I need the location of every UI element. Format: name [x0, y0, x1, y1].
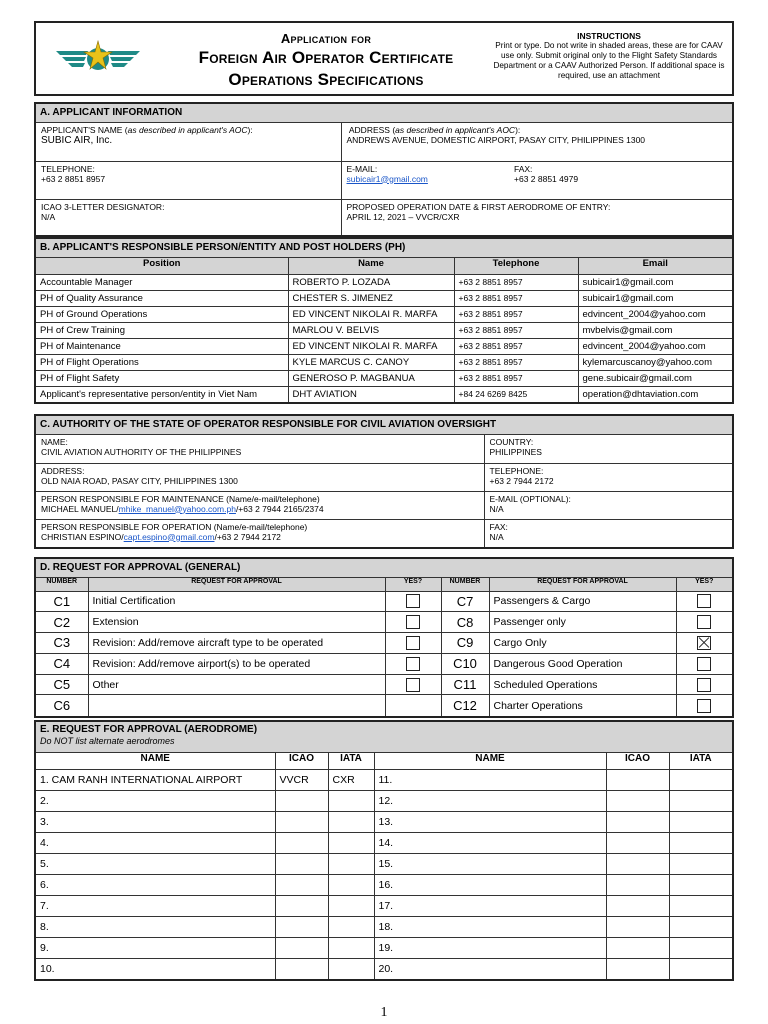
applicant-name-cell[interactable] [36, 123, 341, 161]
section-c-heading: C. AUTHORITY OF THE STATE OF OPERATOR RESPONSIBLE FOR CIVIL AVIATION OVERSIGHT [36, 416, 732, 435]
request-text: Dangerous Good Operation [489, 653, 676, 674]
authority-name-label: NAME: [41, 437, 68, 447]
request-text: Revision: Add/remove airport(s) to be operated [88, 653, 385, 674]
post-holder-email[interactable]: mvbelvis@gmail.com [578, 322, 732, 338]
aerodrome-iata[interactable] [328, 790, 374, 811]
applicant-address-value: ANDREWS AVENUE, DOMESTIC AIRPORT, PASAY CITY, PHILIPPINES 1300 [346, 135, 646, 145]
authority-email-value: N/A [489, 503, 504, 514]
aerodrome-icao[interactable] [606, 853, 669, 874]
aerodrome-row [36, 874, 732, 895]
post-holder-email[interactable]: gene.subicair@gmail.com [578, 370, 732, 386]
aerodrome-row [36, 832, 732, 853]
request-number: C10 [441, 653, 489, 674]
post-holder-position[interactable]: PH of Crew Training [36, 322, 288, 338]
applicant-name-label: APPLICANT'S NAME (as described in applicant's AOC): [41, 125, 253, 135]
post-holder-telephone[interactable]: +63 2 8851 8957 [454, 306, 578, 322]
request-yes-cell [676, 612, 732, 633]
aerodrome-icao[interactable]: VVCR [275, 769, 328, 790]
post-holder-telephone[interactable]: +63 2 8851 8957 [454, 274, 578, 290]
fax-label: FAX: [514, 163, 533, 174]
aerodrome-row [36, 769, 732, 790]
aerodrome-name[interactable]: 14. [374, 832, 606, 853]
aerodrome-iata[interactable] [328, 874, 374, 895]
checkbox-icon[interactable] [697, 594, 711, 608]
post-holder-row [36, 370, 732, 386]
aerodrome-iata[interactable] [328, 958, 374, 979]
post-holder-position[interactable]: Accountable Manager [36, 274, 288, 290]
authority-address-label: ADDRESS: [41, 465, 85, 476]
col-telephone: Telephone [454, 258, 578, 274]
icao-designator-cell[interactable] [36, 199, 341, 235]
post-holder-position[interactable]: Applicant's representative person/entity in Viet Nam [36, 386, 288, 402]
col-request-right: REQUEST FOR APPROVAL [489, 578, 676, 591]
title-line-1: Application for [280, 31, 372, 46]
col-yes-right: YES? [676, 578, 732, 591]
col-position: Position [36, 258, 288, 274]
aerodrome-icao[interactable] [606, 832, 669, 853]
request-number: C3 [36, 633, 88, 654]
telephone-value: +63 2 8851 8957 [41, 173, 106, 184]
section-b-heading: B. APPLICANT'S RESPONSIBLE PERSON/ENTITY AND POST HOLDERS (PH) [36, 239, 732, 258]
section-e-request-aerodrome [34, 720, 734, 981]
request-yes-cell [385, 695, 441, 716]
col-aero-name-left: NAME [36, 753, 275, 769]
authority-email-label: E-MAIL (OPTIONAL): [489, 493, 571, 504]
aerodrome-icao[interactable] [606, 937, 669, 958]
post-holder-position[interactable]: PH of Maintenance [36, 338, 288, 354]
col-aero-icao-left: ICAO [275, 753, 328, 769]
post-holder-name[interactable]: MARLOU V. BELVIS [288, 322, 454, 338]
authority-address-value: OLD NAIA ROAD, PASAY CITY, PHILIPPINES 1300 [41, 475, 238, 486]
aerodrome-icao[interactable] [606, 895, 669, 916]
operation-person-cell[interactable] [36, 519, 484, 547]
aerodrome-name[interactable]: 18. [374, 916, 606, 937]
aerodrome-row [36, 790, 732, 811]
aerodrome-iata[interactable] [328, 916, 374, 937]
aerodrome-name[interactable]: 4. [36, 832, 275, 853]
applicant-fax-cell[interactable] [509, 161, 732, 199]
section-d-request-general [34, 557, 734, 718]
authority-name-value: CIVIL AVIATION AUTHORITY OF THE PHILIPPINES [41, 447, 242, 457]
authority-country-label: COUNTRY: [489, 437, 534, 447]
request-row [36, 591, 732, 612]
request-text: Passenger only [489, 612, 676, 633]
request-text: Initial Certification [88, 591, 385, 612]
request-yes-cell [385, 591, 441, 612]
telephone-label: TELEPHONE: [41, 163, 95, 174]
request-number: C7 [441, 591, 489, 612]
request-text [88, 695, 385, 716]
section-e-heading: E. REQUEST FOR APPROVAL (AERODROME) [40, 724, 258, 735]
aerodrome-name[interactable]: 19. [374, 937, 606, 958]
authority-name-cell[interactable] [36, 435, 484, 463]
aerodrome-name[interactable]: 9. [36, 937, 275, 958]
col-aero-icao-right: ICAO [606, 753, 669, 769]
aerodrome-iata[interactable] [328, 853, 374, 874]
request-text: Revision: Add/remove aircraft type to be operated [88, 633, 385, 654]
aerodrome-icao[interactable] [275, 832, 328, 853]
request-general-table [36, 578, 732, 716]
form-header [34, 21, 734, 96]
request-yes-cell [676, 633, 732, 654]
operation-email-link[interactable]: capt.espino@gmail.com [123, 531, 215, 542]
post-holder-row [36, 354, 732, 370]
authority-fax-label: FAX: [489, 521, 508, 532]
post-holder-telephone[interactable]: +63 2 8851 8957 [454, 290, 578, 306]
checkbox-icon[interactable] [697, 615, 711, 629]
caav-wings-logo-icon [52, 37, 144, 79]
icao-designator-value: N/A [41, 211, 56, 222]
request-text: Extension [88, 612, 385, 633]
request-yes-cell [385, 633, 441, 654]
aerodrome-name[interactable]: 5. [36, 853, 275, 874]
title-line-3: Operations Specifications [228, 70, 424, 89]
proposed-operation-cell[interactable] [341, 199, 732, 235]
aerodrome-icao[interactable] [275, 874, 328, 895]
aerodrome-name[interactable]: 10. [36, 958, 275, 979]
request-row [36, 695, 732, 716]
title-line-2: Foreign Air Operator Certificate [198, 48, 454, 67]
aerodrome-name[interactable]: 2. [36, 790, 275, 811]
aerodrome-row [36, 937, 732, 958]
aerodrome-icao[interactable] [275, 853, 328, 874]
request-text: Charter Operations [489, 695, 676, 716]
col-name: Name [288, 258, 454, 274]
post-holder-email[interactable]: edvincent_2004@yahoo.com [578, 338, 732, 354]
request-number: C11 [441, 674, 489, 695]
post-holder-email[interactable]: edvincent_2004@yahoo.com [578, 306, 732, 322]
request-number: C4 [36, 653, 88, 674]
aerodrome-iata[interactable] [328, 832, 374, 853]
post-holder-row [36, 386, 732, 402]
aerodrome-icao[interactable] [275, 958, 328, 979]
aerodrome-icao[interactable] [606, 811, 669, 832]
aerodrome-iata[interactable] [669, 874, 732, 895]
post-holder-name[interactable]: DHT AVIATION [288, 386, 454, 402]
aerodrome-iata[interactable] [669, 832, 732, 853]
request-number: C1 [36, 591, 88, 612]
maintenance-person-value: MICHAEL MANUEL/mhike_manuel@yahoo.com.ph/+63 2 7944 2165/2374 [41, 503, 324, 514]
section-e-subheading: Do NOT list alternate aerodromes [40, 736, 175, 746]
checkbox-icon[interactable] [406, 594, 420, 608]
post-holder-name[interactable]: KYLE MARCUS C. CANOY [288, 354, 454, 370]
authority-country-value: PHILIPPINES [489, 447, 542, 457]
request-number: C8 [441, 612, 489, 633]
checkbox-icon[interactable] [697, 699, 711, 713]
aerodrome-name[interactable]: 20. [374, 958, 606, 979]
post-holder-position[interactable]: PH of Flight Safety [36, 370, 288, 386]
aerodrome-table [36, 753, 732, 979]
aerodrome-name[interactable]: 7. [36, 895, 275, 916]
col-aero-name-right: NAME [374, 753, 606, 769]
section-a-applicant-info [34, 102, 734, 237]
aerodrome-row [36, 916, 732, 937]
col-request-left: REQUEST FOR APPROVAL [88, 578, 385, 591]
maintenance-person-cell[interactable] [36, 491, 484, 519]
request-row [36, 653, 732, 674]
aerodrome-name[interactable]: 16. [374, 874, 606, 895]
request-number: C9 [441, 633, 489, 654]
aerodrome-name[interactable]: 6. [36, 874, 275, 895]
aerodrome-icao[interactable] [275, 937, 328, 958]
col-number-left: NUMBER [36, 578, 88, 591]
aerodrome-icao[interactable] [275, 811, 328, 832]
aerodrome-row [36, 895, 732, 916]
post-holder-position[interactable]: PH of Flight Operations [36, 354, 288, 370]
post-holder-name[interactable]: ED VINCENT NIKOLAI R. MARFA [288, 306, 454, 322]
aerodrome-name[interactable]: 8. [36, 916, 275, 937]
request-text: Passengers & Cargo [489, 591, 676, 612]
section-d-heading: D. REQUEST FOR APPROVAL (GENERAL) [36, 559, 732, 578]
post-holder-telephone[interactable]: +84 24 6269 8425 [454, 386, 578, 402]
post-holder-name[interactable]: GENEROSO P. MAGBANUA [288, 370, 454, 386]
aerodrome-row [36, 811, 732, 832]
request-number: C6 [36, 695, 88, 716]
post-holder-email[interactable]: subicair1@gmail.com [578, 290, 732, 306]
applicant-email-cell[interactable] [341, 161, 509, 199]
request-number: C12 [441, 695, 489, 716]
post-holder-email[interactable]: kylemarcuscanoy@yahoo.com [578, 354, 732, 370]
checkbox-icon[interactable] [697, 657, 711, 671]
email-link[interactable]: subicair1@gmail.com [346, 173, 428, 184]
maintenance-email-link[interactable]: mhike_manuel@yahoo.com.ph [118, 503, 236, 514]
aerodrome-iata[interactable] [669, 769, 732, 790]
section-c-authority [34, 414, 734, 549]
authority-fax-cell[interactable] [484, 519, 732, 547]
post-holder-name[interactable]: CHESTER S. JIMENEZ [288, 290, 454, 306]
request-yes-cell [385, 612, 441, 633]
request-row [36, 612, 732, 633]
authority-address-cell[interactable] [36, 463, 484, 491]
applicant-telephone-cell[interactable] [36, 161, 341, 199]
post-holders-table [36, 258, 732, 402]
icao-designator-label: ICAO 3-LETTER DESIGNATOR: [41, 201, 165, 212]
aerodrome-iata[interactable] [669, 958, 732, 979]
applicant-name-value: SUBIC AIR, Inc. [41, 135, 113, 146]
request-text: Cargo Only [489, 633, 676, 654]
instructions [491, 31, 727, 81]
aerodrome-name[interactable]: 1. CAM RANH INTERNATIONAL AIRPORT [36, 769, 275, 790]
aerodrome-iata[interactable]: CXR [328, 769, 374, 790]
authority-telephone-cell[interactable] [484, 463, 732, 491]
authority-email-cell[interactable] [484, 491, 732, 519]
maintenance-person-label: PERSON RESPONSIBLE FOR MAINTENANCE (Name/e-mail/telephone) [41, 493, 320, 504]
section-b-post-holders [34, 237, 734, 404]
aerodrome-icao[interactable] [606, 769, 669, 790]
operation-person-value: CHRISTIAN ESPINO/capt.espino@gmail.com/+63 2 7944 2172 [41, 531, 281, 542]
aerodrome-icao[interactable] [275, 895, 328, 916]
col-number-right: NUMBER [441, 578, 489, 591]
request-yes-cell [385, 674, 441, 695]
aerodrome-name[interactable]: 17. [374, 895, 606, 916]
authority-telephone-value: +63 2 7944 2172 [489, 475, 554, 486]
post-holder-position[interactable]: PH of Quality Assurance [36, 290, 288, 306]
request-yes-cell [676, 674, 732, 695]
aerodrome-icao[interactable] [606, 874, 669, 895]
aerodrome-iata[interactable] [328, 811, 374, 832]
post-holder-email[interactable]: operation@dhtaviation.com [578, 386, 732, 402]
post-holder-telephone[interactable]: +63 2 8851 8957 [454, 322, 578, 338]
aerodrome-iata[interactable] [669, 790, 732, 811]
proposed-operation-value: APRIL 12, 2021 – VVCR/CXR [346, 211, 460, 222]
authority-country-cell[interactable] [484, 435, 732, 463]
aerodrome-name[interactable]: 12. [374, 790, 606, 811]
aerodrome-iata[interactable] [669, 853, 732, 874]
instructions-text: Print or type. Do not write in shaded areas, these are for CAAV use only. Submit original only to the Flight Safety Standards Department or a CAAV Authorized Person. If additional space is required, use an attachment [493, 41, 725, 80]
post-holder-row [36, 322, 732, 338]
col-aero-iata-right: IATA [669, 753, 732, 769]
post-holder-email[interactable]: subicair1@gmail.com [578, 274, 732, 290]
applicant-address-cell[interactable] [341, 123, 732, 161]
proposed-operation-label: PROPOSED OPERATION DATE & FIRST AERODROME OF ENTRY: [346, 201, 611, 212]
aerodrome-icao[interactable] [275, 916, 328, 937]
aerodrome-name[interactable]: 11. [374, 769, 606, 790]
aerodrome-iata[interactable] [328, 937, 374, 958]
aerodrome-icao[interactable] [606, 916, 669, 937]
post-holder-row [36, 338, 732, 354]
applicant-address-label: ADDRESS (as described in applicant's AOC): [348, 125, 521, 135]
col-email: Email [578, 258, 732, 274]
authority-fax-value: N/A [489, 531, 504, 542]
section-a-heading: A. APPLICANT INFORMATION [36, 104, 732, 123]
aerodrome-iata[interactable] [669, 916, 732, 937]
aerodrome-icao[interactable] [606, 958, 669, 979]
request-row [36, 633, 732, 654]
request-number: C5 [36, 674, 88, 695]
post-holder-name[interactable]: ED VINCENT NIKOLAI R. MARFA [288, 338, 454, 354]
post-holder-telephone[interactable]: +63 2 8851 8957 [454, 354, 578, 370]
aerodrome-iata[interactable] [669, 937, 732, 958]
checkbox-icon[interactable] [406, 615, 420, 629]
post-holder-telephone[interactable]: +63 2 8851 8957 [454, 338, 578, 354]
request-yes-cell [676, 591, 732, 612]
post-holder-row [36, 306, 732, 322]
col-yes-left: YES? [385, 578, 441, 591]
fax-value: +63 2 8851 4979 [514, 173, 579, 184]
form-title [156, 31, 496, 90]
checkbox-icon[interactable] [406, 657, 420, 671]
page-number: 1 [380, 1005, 388, 1020]
request-yes-cell [676, 695, 732, 716]
aerodrome-iata[interactable] [669, 895, 732, 916]
post-holder-row [36, 274, 732, 290]
post-holder-telephone[interactable]: +63 2 8851 8957 [454, 370, 578, 386]
request-yes-cell [385, 653, 441, 674]
col-aero-iata-left: IATA [328, 753, 374, 769]
aerodrome-row [36, 958, 732, 979]
post-holder-row [36, 290, 732, 306]
instructions-heading: INSTRUCTIONS [577, 31, 641, 41]
aerodrome-iata[interactable] [669, 811, 732, 832]
email-label: E-MAIL: [346, 163, 378, 174]
checkbox-icon[interactable] [697, 678, 711, 692]
operation-person-label: PERSON RESPONSIBLE FOR OPERATION (Name/e-mail/telephone) [41, 521, 308, 532]
aerodrome-icao[interactable] [275, 790, 328, 811]
post-holder-name[interactable]: ROBERTO P. LOZADA [288, 274, 454, 290]
section-e-heading-block [36, 722, 732, 753]
aerodrome-icao[interactable] [606, 790, 669, 811]
aerodrome-iata[interactable] [328, 895, 374, 916]
request-row [36, 674, 732, 695]
aerodrome-name[interactable]: 15. [374, 853, 606, 874]
request-number: C2 [36, 612, 88, 633]
checkbox-icon[interactable] [406, 678, 420, 692]
checked-checkbox-icon[interactable] [697, 636, 711, 650]
aerodrome-name[interactable]: 3. [36, 811, 275, 832]
request-text: Other [88, 674, 385, 695]
aerodrome-row [36, 853, 732, 874]
authority-telephone-label: TELEPHONE: [489, 465, 544, 476]
checkbox-icon[interactable] [406, 636, 420, 650]
request-text: Scheduled Operations [489, 674, 676, 695]
aerodrome-name[interactable]: 13. [374, 811, 606, 832]
request-yes-cell [676, 653, 732, 674]
post-holder-position[interactable]: PH of Ground Operations [36, 306, 288, 322]
